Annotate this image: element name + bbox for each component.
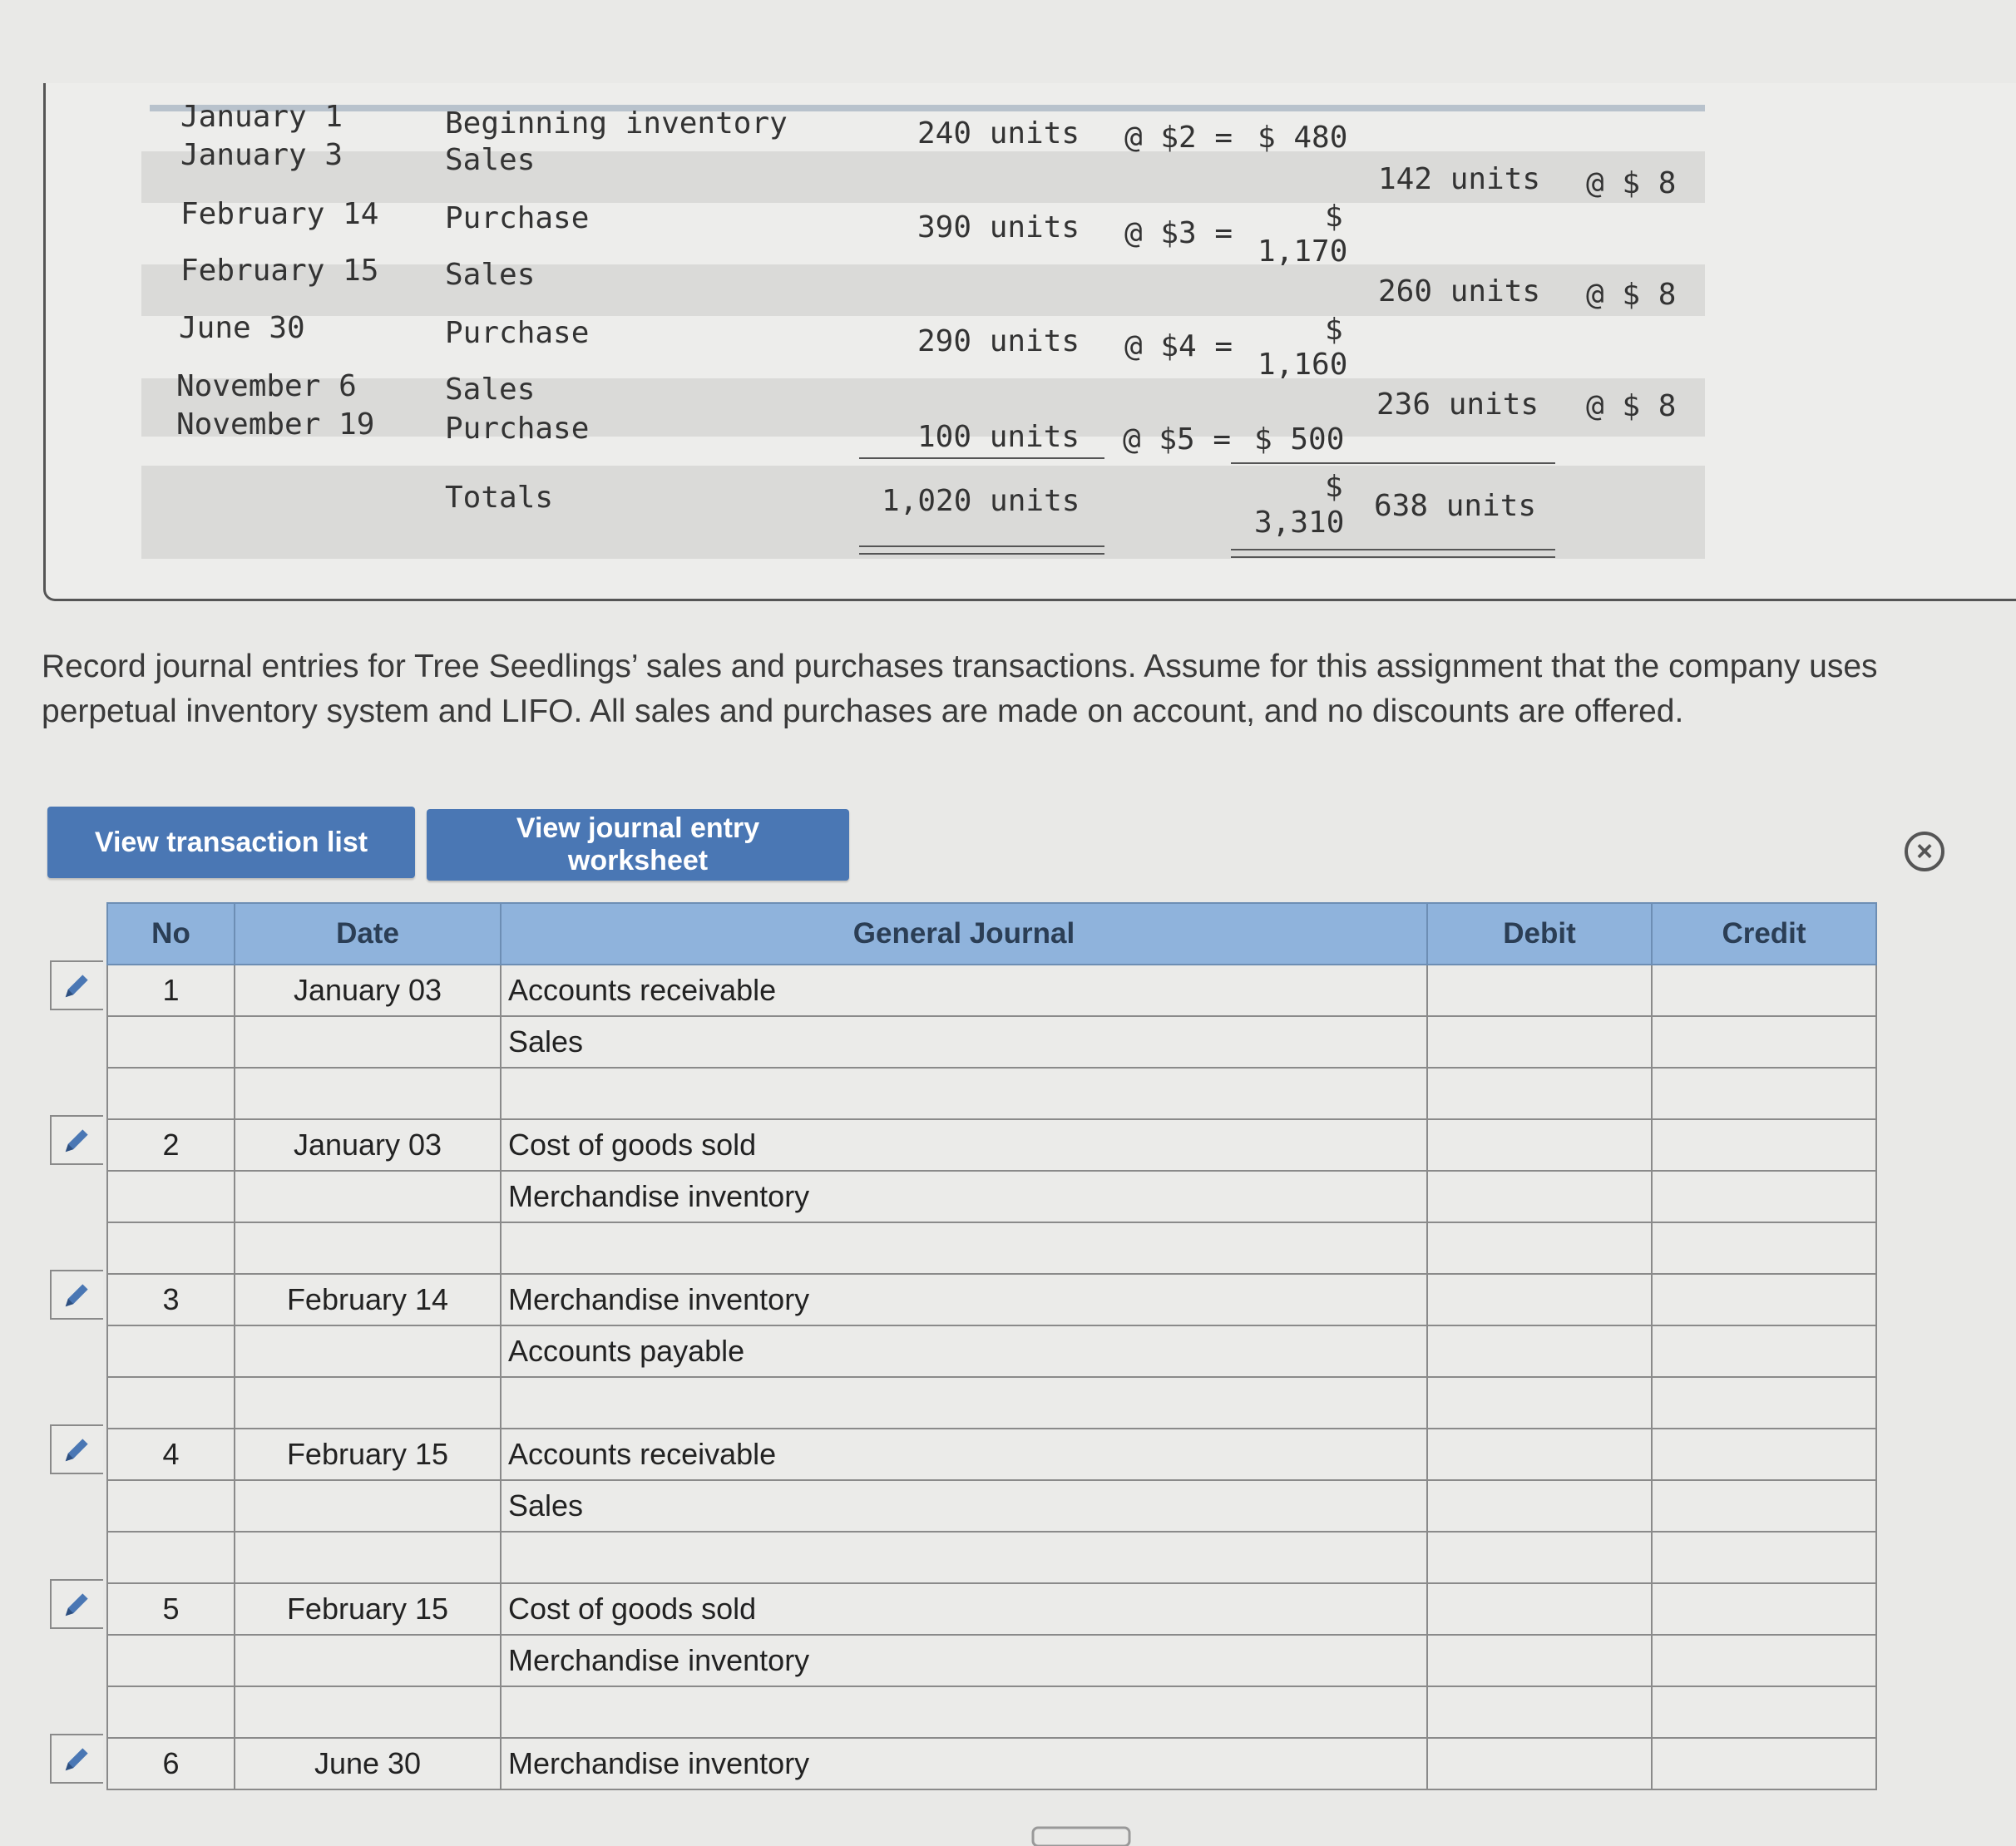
edit-entry-button[interactable] [50, 1734, 103, 1784]
entry-number [107, 1222, 235, 1274]
account-name[interactable]: Sales [501, 1016, 1427, 1068]
inv-total: $ 480 [1258, 121, 1348, 155]
header-no: No [107, 903, 235, 965]
inv-total: $ 500 [1254, 422, 1345, 457]
header-debit: Debit [1427, 903, 1652, 965]
entry-number [107, 1016, 235, 1068]
totals-units: 1,020 units [882, 484, 1080, 518]
credit-cell[interactable] [1652, 1686, 1876, 1738]
inv-date: November 6 [176, 369, 357, 403]
totals-sale-units: 638 units [1374, 489, 1537, 523]
pencil-icon [62, 1279, 93, 1310]
table-row [107, 1377, 1876, 1429]
inv-total-dollar: $ [1325, 313, 1343, 347]
entry-number: 1 [107, 965, 235, 1016]
debit-cell[interactable] [1427, 1325, 1652, 1377]
entry-number [107, 1171, 235, 1222]
debit-cell[interactable] [1427, 1635, 1652, 1686]
inv-units: 240 units [917, 116, 1080, 151]
inv-sale-price: @ $ 8 [1586, 166, 1677, 200]
table-row [107, 1068, 1876, 1119]
inv-date: February 14 [180, 197, 379, 231]
entry-number: 4 [107, 1429, 235, 1480]
entry-date [235, 1171, 501, 1222]
table-row [107, 1429, 1876, 1480]
entry-date [235, 1686, 501, 1738]
account-name[interactable]: Accounts payable [501, 1325, 1427, 1377]
entry-number: 3 [107, 1274, 235, 1325]
credit-cell[interactable] [1652, 1429, 1876, 1480]
entry-number [107, 1532, 235, 1583]
entry-number: 6 [107, 1738, 235, 1789]
account-name[interactable]: Cost of goods sold [501, 1119, 1427, 1171]
account-name[interactable]: Accounts receivable [501, 1429, 1427, 1480]
inv-total: 1,160 [1258, 348, 1348, 382]
edit-entry-button[interactable] [50, 1579, 103, 1629]
account-name[interactable] [501, 1686, 1427, 1738]
entry-date [235, 1377, 501, 1429]
debit-cell[interactable] [1427, 1274, 1652, 1325]
credit-cell[interactable] [1652, 1635, 1876, 1686]
debit-cell[interactable] [1427, 1068, 1652, 1119]
credit-cell[interactable] [1652, 1480, 1876, 1532]
inv-total-dollar: $ [1325, 200, 1343, 234]
account-name[interactable] [501, 1222, 1427, 1274]
table-row [107, 1325, 1876, 1377]
entry-number [107, 1377, 235, 1429]
table-row [107, 965, 1876, 1016]
inv-sale-units: 236 units [1376, 387, 1539, 422]
general-journal-table [106, 902, 1877, 1790]
table-row [107, 1480, 1876, 1532]
entry-date [235, 1635, 501, 1686]
totals-total-dollar: $ [1325, 470, 1343, 504]
table-row [107, 1171, 1876, 1222]
credit-cell[interactable] [1652, 1325, 1876, 1377]
debit-cell[interactable] [1427, 1171, 1652, 1222]
credit-cell[interactable] [1652, 1222, 1876, 1274]
credit-cell[interactable] [1652, 1583, 1876, 1635]
inv-units: 390 units [917, 210, 1080, 244]
close-glyph: × [1916, 836, 1933, 867]
entry-number [107, 1635, 235, 1686]
credit-cell[interactable] [1652, 1171, 1876, 1222]
inv-type: Purchase [445, 316, 590, 350]
pencil-icon [62, 1743, 93, 1774]
account-name[interactable]: Sales [501, 1480, 1427, 1532]
entry-date [235, 1532, 501, 1583]
view-transaction-list-button[interactable]: View transaction list [47, 807, 415, 878]
table-row [107, 1532, 1876, 1583]
debit-cell[interactable] [1427, 1532, 1652, 1583]
inv-type: Beginning inventory [445, 106, 788, 141]
inv-date: January 3 [180, 138, 343, 172]
total-underline [1231, 462, 1555, 464]
account-name[interactable]: Merchandise inventory [501, 1738, 1427, 1789]
header-credit: Credit [1652, 903, 1876, 965]
journal-header-row [107, 903, 1876, 965]
inv-sale-units: 142 units [1378, 162, 1541, 196]
inv-sale-price: @ $ 8 [1586, 389, 1677, 423]
entry-number: 2 [107, 1119, 235, 1171]
edit-entry-button[interactable] [50, 960, 103, 1010]
debit-cell[interactable] [1427, 1016, 1652, 1068]
entry-number [107, 1325, 235, 1377]
account-name[interactable]: Cost of goods sold [501, 1583, 1427, 1635]
debit-cell[interactable] [1427, 1686, 1652, 1738]
credit-cell[interactable] [1652, 1119, 1876, 1171]
credit-cell[interactable] [1652, 965, 1876, 1016]
inv-units: 100 units [917, 420, 1080, 454]
close-icon[interactable] [1905, 832, 1944, 871]
table-row [107, 1635, 1876, 1686]
inv-cost: @ $3 = [1124, 216, 1233, 250]
account-name[interactable] [501, 1068, 1427, 1119]
account-name[interactable]: Merchandise inventory [501, 1635, 1427, 1686]
debit-cell[interactable] [1427, 1583, 1652, 1635]
debit-cell[interactable] [1427, 1738, 1652, 1789]
inv-date: November 19 [176, 407, 375, 442]
entry-date: January 03 [235, 965, 501, 1016]
credit-cell[interactable] [1652, 1532, 1876, 1583]
account-name[interactable]: Accounts receivable [501, 965, 1427, 1016]
header-general-journal: General Journal [501, 903, 1427, 965]
inv-units: 290 units [917, 324, 1080, 358]
inv-type: Purchase [445, 412, 590, 446]
entry-date: February 14 [235, 1274, 501, 1325]
entry-date [235, 1016, 501, 1068]
table-row [107, 1222, 1876, 1274]
instructions-text: Record journal entries for Tree Seedlings’ sales and purchases transactions. Assume for this assignment that the company uses perpetual inventory system and LIFO. All sales and purchases are made on account, and no discounts are offered. [42, 649, 1878, 729]
entry-date: February 15 [235, 1583, 501, 1635]
inv-date: February 15 [180, 254, 379, 288]
table-row [107, 1738, 1876, 1789]
view-journal-entry-worksheet-button[interactable]: View journal entry worksheet [427, 809, 849, 881]
credit-cell[interactable] [1652, 1016, 1876, 1068]
table-row [107, 1016, 1876, 1068]
inv-sale-price: @ $ 8 [1586, 278, 1677, 312]
inv-type: Purchase [445, 201, 590, 235]
entry-date: February 15 [235, 1429, 501, 1480]
totals-label: Totals [445, 481, 554, 515]
units-double-underline [859, 545, 1104, 555]
entry-date [235, 1068, 501, 1119]
account-name[interactable] [501, 1377, 1427, 1429]
inv-date: January 1 [180, 100, 343, 134]
debit-cell[interactable] [1427, 965, 1652, 1016]
entry-number [107, 1480, 235, 1532]
inv-type: Sales [445, 143, 536, 177]
table-top-rule [150, 105, 1705, 111]
inv-cost: @ $4 = [1124, 329, 1233, 363]
credit-cell[interactable] [1652, 1738, 1876, 1789]
entry-number [107, 1686, 235, 1738]
pencil-icon [62, 1434, 93, 1465]
debit-cell[interactable] [1427, 1429, 1652, 1480]
inv-type: Sales [445, 258, 536, 292]
table-row [107, 1583, 1876, 1635]
entry-date [235, 1480, 501, 1532]
inv-type: Sales [445, 373, 536, 407]
inv-total: 1,170 [1258, 234, 1348, 269]
inv-cost: @ $5 = [1123, 422, 1232, 457]
pencil-icon [62, 1588, 93, 1620]
pencil-icon [62, 1124, 93, 1156]
table-row [107, 1274, 1876, 1325]
header-date: Date [235, 903, 501, 965]
entry-date [235, 1325, 501, 1377]
entry-number [107, 1068, 235, 1119]
entry-number: 5 [107, 1583, 235, 1635]
edit-entry-button[interactable] [50, 1424, 103, 1474]
account-name[interactable] [501, 1532, 1427, 1583]
total-double-underline [1231, 549, 1555, 558]
debit-cell[interactable] [1427, 1119, 1652, 1171]
edit-entry-button[interactable] [50, 1270, 103, 1320]
debit-cell[interactable] [1427, 1480, 1652, 1532]
debit-cell[interactable] [1427, 1222, 1652, 1274]
units-underline [859, 457, 1104, 459]
table-row [107, 1686, 1876, 1738]
inv-date: June 30 [179, 311, 305, 345]
inv-cost: @ $2 = [1124, 121, 1233, 155]
entry-date [235, 1222, 501, 1274]
pencil-icon [62, 970, 93, 1001]
table-row [107, 1119, 1876, 1171]
credit-cell[interactable] [1652, 1377, 1876, 1429]
account-name[interactable]: Merchandise inventory [501, 1274, 1427, 1325]
inventory-table [100, 100, 1705, 561]
inv-sale-units: 260 units [1378, 274, 1541, 308]
entry-date: January 03 [235, 1119, 501, 1171]
account-name[interactable]: Merchandise inventory [501, 1171, 1427, 1222]
credit-cell[interactable] [1652, 1274, 1876, 1325]
credit-cell[interactable] [1652, 1068, 1876, 1119]
totals-total: 3,310 [1254, 506, 1345, 540]
entry-date: June 30 [235, 1738, 501, 1789]
link-icon [1031, 1821, 1131, 1846]
edit-entry-button[interactable] [50, 1115, 103, 1165]
debit-cell[interactable] [1427, 1377, 1652, 1429]
